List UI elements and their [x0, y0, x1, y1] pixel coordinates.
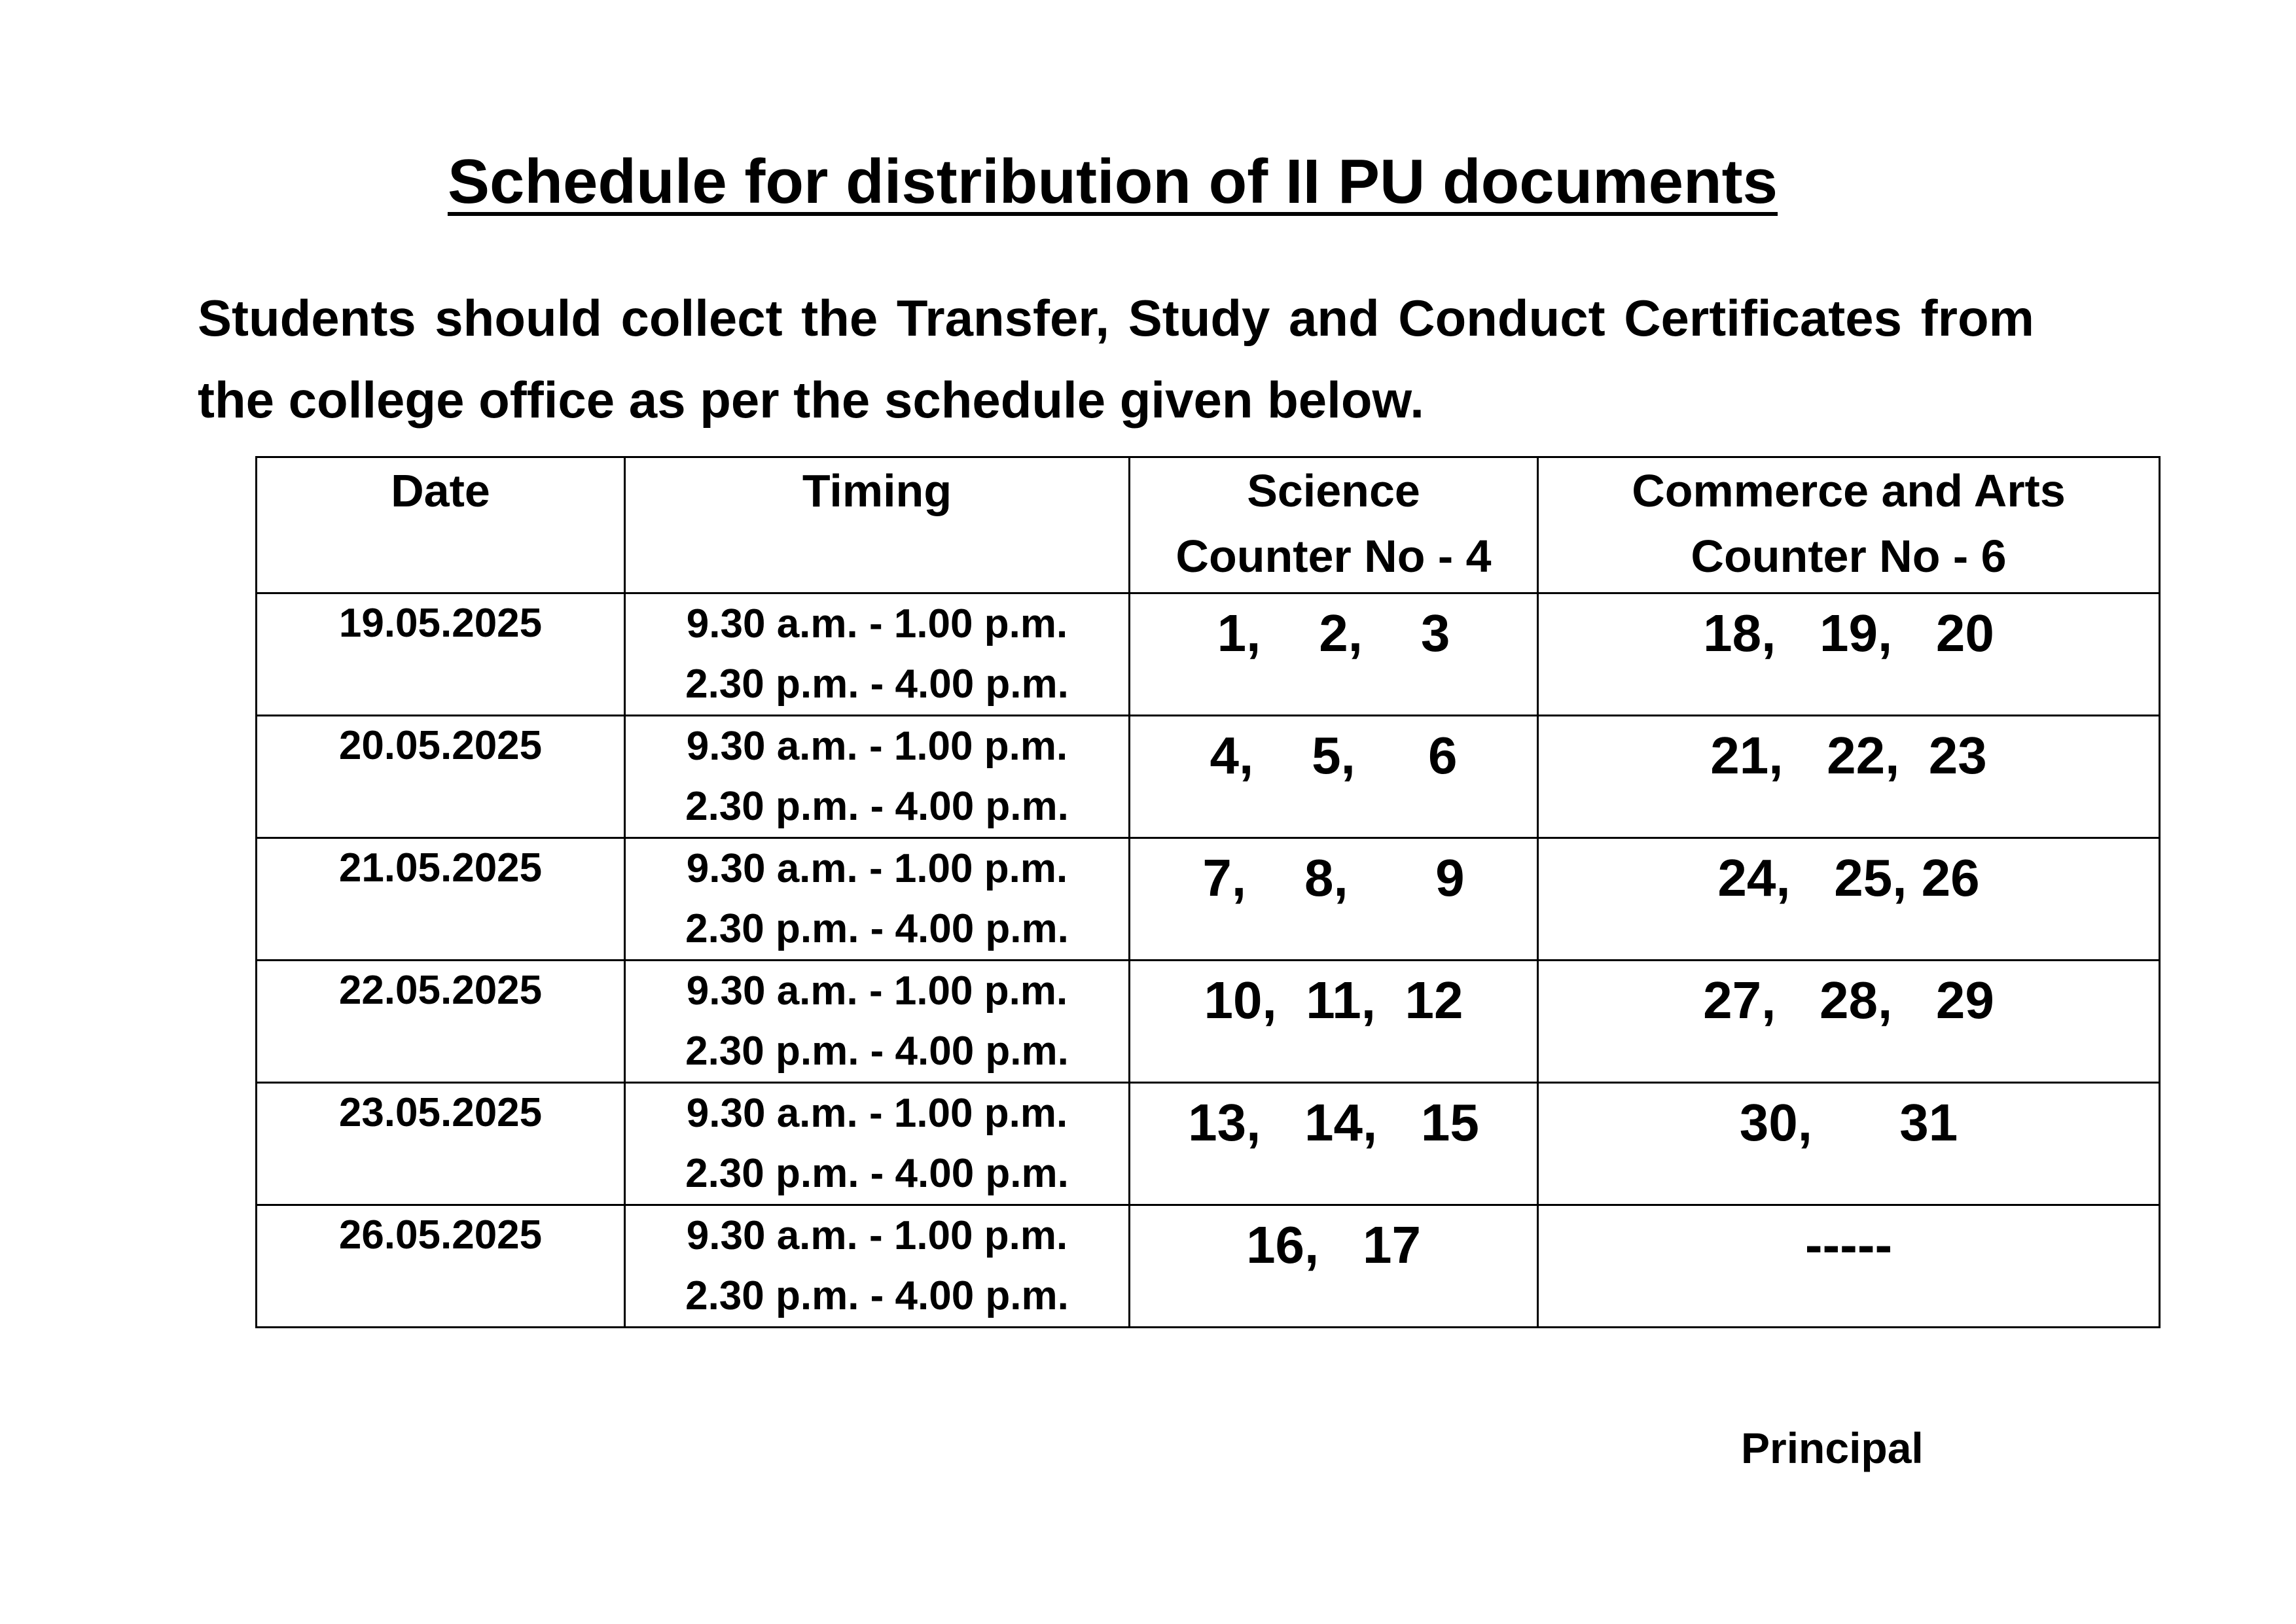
- table-row: [257, 1083, 2160, 1205]
- timing-cell: [625, 1205, 1130, 1328]
- timing-afternoon: 2.30 p.m. - 4.00 p.m.: [685, 1273, 1069, 1318]
- timing-cell: [625, 961, 1130, 1083]
- timing-cell: [625, 593, 1130, 716]
- header-science-counter: Counter No - 4: [1175, 531, 1492, 582]
- science-numbers-cell: 16, 17: [1130, 1205, 1538, 1328]
- timing-cell: [625, 716, 1130, 838]
- header-timing-label: Timing: [802, 465, 952, 516]
- table-row: [257, 838, 2160, 961]
- science-numbers-cell: 7, 8, 9: [1130, 838, 1538, 961]
- timing-afternoon: 2.30 p.m. - 4.00 p.m.: [685, 906, 1069, 951]
- header-commerce-arts-counter: Counter No - 6: [1691, 531, 2007, 582]
- timing-morning: 9.30 a.m. - 1.00 p.m.: [686, 968, 1068, 1014]
- commerce-arts-numbers-cell: 30, 31: [1538, 1083, 2160, 1205]
- timing-afternoon: 2.30 p.m. - 4.00 p.m.: [685, 1029, 1069, 1074]
- timing-morning: 9.30 a.m. - 1.00 p.m.: [686, 601, 1068, 646]
- header-commerce-arts-label: Commerce and Arts: [1632, 465, 2066, 516]
- header-date-label: Date: [391, 465, 490, 516]
- timing-morning: 9.30 a.m. - 1.00 p.m.: [686, 846, 1068, 891]
- header-date: [257, 457, 625, 593]
- date-cell: 19.05.2025: [257, 593, 625, 716]
- science-numbers-cell: 1, 2, 3: [1130, 593, 1538, 716]
- table-row: [257, 961, 2160, 1083]
- commerce-arts-numbers-cell: 21, 22, 23: [1538, 716, 2160, 838]
- science-numbers-cell: 10, 11, 12: [1130, 961, 1538, 1083]
- date-cell: 23.05.2025: [257, 1083, 625, 1205]
- timing-morning: 9.30 a.m. - 1.00 p.m.: [686, 1091, 1068, 1136]
- timing-morning: 9.30 a.m. - 1.00 p.m.: [686, 724, 1068, 769]
- timing-morning: 9.30 a.m. - 1.00 p.m.: [686, 1213, 1068, 1258]
- table-row: [257, 716, 2160, 838]
- header-science: [1130, 457, 1538, 593]
- header-timing: [625, 457, 1130, 593]
- commerce-arts-numbers-cell: 27, 28, 29: [1538, 961, 2160, 1083]
- commerce-arts-numbers-cell: -----: [1538, 1205, 2160, 1328]
- header-science-label: Science: [1247, 465, 1420, 516]
- timing-afternoon: 2.30 p.m. - 4.00 p.m.: [685, 1151, 1069, 1196]
- date-cell: 22.05.2025: [257, 961, 625, 1083]
- science-numbers-cell: 13, 14, 15: [1130, 1083, 1538, 1205]
- commerce-arts-numbers-cell: 18, 19, 20: [1538, 593, 2160, 716]
- document-title: [0, 143, 2225, 221]
- table-row: [257, 593, 2160, 716]
- document-title-text: Schedule for distribution of II PU documents: [447, 147, 1778, 217]
- schedule-table: [255, 456, 2161, 1328]
- principal-signature-label: Principal: [1741, 1424, 1924, 1472]
- date-cell: 20.05.2025: [257, 716, 625, 838]
- science-numbers-cell: 4, 5, 6: [1130, 716, 1538, 838]
- commerce-arts-numbers-cell: 24, 25, 26: [1538, 838, 2160, 961]
- table-header-row: [257, 457, 2160, 593]
- date-cell: 21.05.2025: [257, 838, 625, 961]
- timing-afternoon: 2.30 p.m. - 4.00 p.m.: [685, 662, 1069, 707]
- header-commerce-arts: [1538, 457, 2160, 593]
- table-row: [257, 1205, 2160, 1328]
- timing-afternoon: 2.30 p.m. - 4.00 p.m.: [685, 784, 1069, 829]
- timing-cell: [625, 1083, 1130, 1205]
- date-cell: 26.05.2025: [257, 1205, 625, 1328]
- timing-cell: [625, 838, 1130, 961]
- intro-paragraph: Students should collect the Transfer, Study and Conduct Certificates from the college office as per the schedule given below.: [198, 289, 2034, 429]
